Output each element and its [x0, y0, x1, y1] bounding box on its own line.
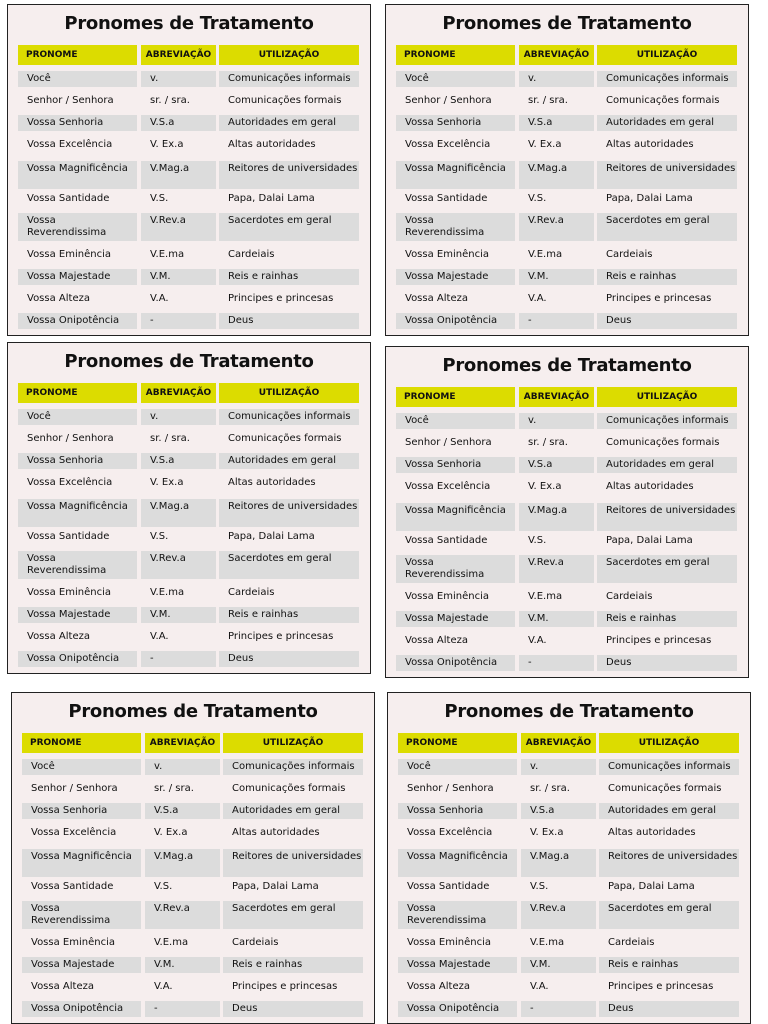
- cell-abreviacao: V.Rev.a: [145, 901, 220, 929]
- cell-abreviacao: V.Rev.a: [519, 213, 594, 241]
- pronoun-card: [7, 4, 371, 336]
- cell-pronome: Vossa Magnificência: [18, 161, 137, 189]
- pronoun-card: [11, 692, 375, 1024]
- header-utilizacao: UTILIZAÇÃO: [219, 45, 359, 65]
- cell-utilizacao: Comunicações formais: [228, 95, 342, 106]
- cell-utilizacao: Deus: [219, 651, 359, 667]
- cell-utilizacao: Principes e princesas: [232, 981, 338, 992]
- cell-utilizacao: Deus: [599, 1001, 739, 1017]
- cell-pronome: Você: [18, 71, 137, 87]
- cell-abreviacao: V.S.a: [141, 115, 216, 131]
- cell-utilizacao: Comunicações informais: [597, 413, 737, 429]
- cell-abreviacao: V.Rev.a: [141, 551, 216, 579]
- cell-abreviacao: v.: [141, 409, 216, 425]
- header-utilizacao: UTILIZAÇÃO: [597, 387, 737, 407]
- cell-utilizacao: Autoridades em geral: [599, 803, 739, 819]
- cell-abreviacao: V.A.: [528, 293, 547, 304]
- cell-abreviacao: V.S.a: [521, 803, 596, 819]
- cell-pronome: Você: [398, 759, 517, 775]
- cell-abreviacao: V.S.a: [519, 457, 594, 473]
- cell-utilizacao: Altas autoridades: [608, 827, 696, 838]
- cell-utilizacao: Sacerdotes em geral: [599, 901, 739, 929]
- cell-utilizacao: Sacerdotes em geral: [219, 213, 359, 241]
- cell-utilizacao: Principes e princesas: [608, 981, 714, 992]
- cell-pronome: Vossa Reverendissima: [396, 213, 515, 241]
- cell-abreviacao: V.M.: [521, 957, 596, 973]
- cell-utilizacao: Autoridades em geral: [597, 457, 737, 473]
- cell-abreviacao: V. Ex.a: [530, 827, 564, 838]
- cell-pronome: Vossa Magnificência: [396, 503, 515, 531]
- cell-pronome: Vossa Eminência: [27, 249, 111, 260]
- cell-utilizacao: Comunicações formais: [608, 783, 722, 794]
- cell-pronome: Vossa Onipotência: [18, 651, 137, 667]
- cell-utilizacao: Reis e rainhas: [219, 269, 359, 285]
- card-title: Pronomes de Tratamento: [64, 351, 314, 372]
- cell-pronome: Vossa Alteza: [405, 293, 468, 304]
- cell-abreviacao: V.Rev.a: [521, 901, 596, 929]
- cell-pronome: Vossa Senhoria: [398, 803, 517, 819]
- cell-abreviacao: -: [519, 313, 594, 329]
- cell-abreviacao: V.A.: [150, 631, 169, 642]
- cell-utilizacao: Sacerdotes em geral: [219, 551, 359, 579]
- cell-utilizacao: Papa, Dalai Lama: [608, 881, 695, 892]
- cell-utilizacao: Principes e princesas: [228, 293, 334, 304]
- cell-abreviacao: sr. / sra.: [150, 95, 190, 106]
- cell-pronome: Vossa Onipotência: [396, 313, 515, 329]
- cell-pronome: Vossa Eminência: [31, 937, 115, 948]
- cell-pronome: Vossa Majestade: [396, 611, 515, 627]
- cell-pronome: Vossa Santidade: [405, 535, 488, 546]
- cell-utilizacao: Reis e rainhas: [223, 957, 363, 973]
- cell-pronome: Você: [18, 409, 137, 425]
- cell-pronome: Vossa Eminência: [27, 587, 111, 598]
- cell-pronome: Vossa Majestade: [18, 269, 137, 285]
- cell-utilizacao: Reitores de universidades: [597, 503, 737, 531]
- cell-abreviacao: V.S.: [154, 881, 173, 892]
- cell-pronome: Vossa Senhoria: [18, 453, 137, 469]
- cell-pronome: Vossa Excelência: [405, 139, 491, 150]
- cell-pronome: Vossa Majestade: [396, 269, 515, 285]
- cell-pronome: Vossa Reverendissima: [18, 213, 137, 241]
- cell-pronome: Vossa Onipotência: [18, 313, 137, 329]
- header-utilizacao: UTILIZAÇÃO: [219, 383, 359, 403]
- cell-pronome: Vossa Santidade: [27, 193, 110, 204]
- cell-pronome: Senhor / Senhora: [407, 783, 494, 794]
- cell-pronome: Vossa Alteza: [405, 635, 468, 646]
- cell-abreviacao: V.Rev.a: [141, 213, 216, 241]
- cell-pronome: Vossa Majestade: [22, 957, 141, 973]
- cell-pronome: Senhor / Senhora: [31, 783, 118, 794]
- cell-abreviacao: v.: [145, 759, 220, 775]
- cell-abreviacao: V. Ex.a: [150, 139, 184, 150]
- cell-utilizacao: Deus: [223, 1001, 363, 1017]
- header-abreviacao: ABREVIAÇÃO: [141, 45, 216, 65]
- cell-utilizacao: Principes e princesas: [228, 631, 334, 642]
- cell-abreviacao: V.E.ma: [530, 937, 565, 948]
- pronoun-card: [387, 692, 751, 1024]
- cell-utilizacao: Comunicações informais: [219, 71, 359, 87]
- cell-pronome: Vossa Excelência: [27, 477, 113, 488]
- cell-pronome: Vossa Alteza: [27, 293, 90, 304]
- cell-utilizacao: Cardeiais: [606, 591, 653, 602]
- cell-pronome: Vossa Onipotência: [396, 655, 515, 671]
- cell-pronome: Vossa Senhoria: [396, 457, 515, 473]
- cell-utilizacao: Altas autoridades: [228, 139, 316, 150]
- cell-abreviacao: V.S.: [530, 881, 549, 892]
- cell-pronome: Vossa Onipotência: [22, 1001, 141, 1017]
- header-abreviacao: ABREVIAÇÃO: [519, 45, 594, 65]
- cell-utilizacao: Autoridades em geral: [219, 453, 359, 469]
- cell-abreviacao: V.M.: [145, 957, 220, 973]
- cell-abreviacao: V.E.ma: [528, 249, 563, 260]
- cell-abreviacao: V.M.: [519, 269, 594, 285]
- cell-pronome: Vossa Excelência: [405, 481, 491, 492]
- cell-abreviacao: V.A.: [528, 635, 547, 646]
- cell-abreviacao: V.E.ma: [154, 937, 189, 948]
- cell-abreviacao: V.S.: [150, 531, 169, 542]
- cell-abreviacao: V. Ex.a: [528, 139, 562, 150]
- pronoun-card: [385, 4, 749, 336]
- cell-utilizacao: Papa, Dalai Lama: [228, 193, 315, 204]
- cell-utilizacao: Reitores de universidades: [219, 161, 359, 189]
- cell-pronome: Vossa Alteza: [407, 981, 470, 992]
- cell-pronome: Vossa Magnificência: [398, 849, 517, 877]
- header-utilizacao: UTILIZAÇÃO: [599, 733, 739, 753]
- cell-abreviacao: V.E.ma: [150, 587, 185, 598]
- cell-pronome: Vossa Alteza: [31, 981, 94, 992]
- cell-pronome: Vossa Majestade: [18, 607, 137, 623]
- card-title: Pronomes de Tratamento: [444, 701, 694, 722]
- cell-utilizacao: Altas autoridades: [606, 481, 694, 492]
- pronoun-card: [385, 346, 749, 678]
- cell-utilizacao: Comunicações informais: [599, 759, 739, 775]
- cell-utilizacao: Cardeiais: [608, 937, 655, 948]
- cell-utilizacao: Altas autoridades: [228, 477, 316, 488]
- header-pronome: PRONOME: [18, 383, 137, 403]
- cell-utilizacao: Sacerdotes em geral: [597, 213, 737, 241]
- cell-pronome: Vossa Senhoria: [22, 803, 141, 819]
- cell-pronome: Vossa Excelência: [27, 139, 113, 150]
- cell-abreviacao: V.S.: [528, 193, 547, 204]
- cell-abreviacao: V.M.: [141, 269, 216, 285]
- cell-pronome: Vossa Reverendissima: [398, 901, 517, 929]
- header-abreviacao: ABREVIAÇÃO: [145, 733, 220, 753]
- cell-abreviacao: V. Ex.a: [150, 477, 184, 488]
- cell-utilizacao: Papa, Dalai Lama: [606, 193, 693, 204]
- cell-abreviacao: sr. / sra.: [528, 95, 568, 106]
- cell-utilizacao: Autoridades em geral: [597, 115, 737, 131]
- cell-utilizacao: Principes e princesas: [606, 293, 712, 304]
- cell-abreviacao: V.Mag.a: [519, 161, 594, 189]
- header-abreviacao: ABREVIAÇÃO: [521, 733, 596, 753]
- cell-utilizacao: Comunicações formais: [232, 783, 346, 794]
- cell-utilizacao: Deus: [597, 313, 737, 329]
- cell-utilizacao: Cardeiais: [228, 587, 275, 598]
- cell-utilizacao: Papa, Dalai Lama: [228, 531, 315, 542]
- cell-utilizacao: Reitores de universidades: [599, 849, 739, 877]
- cell-utilizacao: Reis e rainhas: [597, 611, 737, 627]
- cell-abreviacao: V.Mag.a: [145, 849, 220, 877]
- cell-abreviacao: V.E.ma: [528, 591, 563, 602]
- cell-pronome: Vossa Excelência: [407, 827, 493, 838]
- cell-pronome: Senhor / Senhora: [405, 437, 492, 448]
- cell-abreviacao: v.: [141, 71, 216, 87]
- header-abreviacao: ABREVIAÇÃO: [141, 383, 216, 403]
- cell-abreviacao: V.A.: [154, 981, 173, 992]
- card-title: Pronomes de Tratamento: [64, 13, 314, 34]
- cell-abreviacao: V.M.: [141, 607, 216, 623]
- cell-pronome: Vossa Santidade: [31, 881, 114, 892]
- cell-pronome: Vossa Magnificência: [18, 499, 137, 527]
- cell-abreviacao: sr. / sra.: [150, 433, 190, 444]
- cell-abreviacao: V.Rev.a: [519, 555, 594, 583]
- cell-pronome: Você: [396, 413, 515, 429]
- cell-utilizacao: Autoridades em geral: [223, 803, 363, 819]
- cell-utilizacao: Comunicações formais: [228, 433, 342, 444]
- cell-abreviacao: -: [141, 313, 216, 329]
- cell-pronome: Senhor / Senhora: [27, 95, 114, 106]
- header-pronome: PRONOME: [398, 733, 517, 753]
- cell-pronome: Vossa Excelência: [31, 827, 117, 838]
- cell-pronome: Vossa Majestade: [398, 957, 517, 973]
- cell-utilizacao: Altas autoridades: [232, 827, 320, 838]
- cell-pronome: Vossa Reverendissima: [22, 901, 141, 929]
- cell-pronome: Vossa Alteza: [27, 631, 90, 642]
- cell-utilizacao: Altas autoridades: [606, 139, 694, 150]
- cell-abreviacao: V.Mag.a: [141, 161, 216, 189]
- cell-utilizacao: Reitores de universidades: [223, 849, 363, 877]
- cell-abreviacao: sr. / sra.: [528, 437, 568, 448]
- cell-abreviacao: V.A.: [530, 981, 549, 992]
- cell-pronome: Vossa Reverendissima: [396, 555, 515, 583]
- cell-utilizacao: Comunicações formais: [606, 437, 720, 448]
- cell-utilizacao: Autoridades em geral: [219, 115, 359, 131]
- cell-utilizacao: Reis e rainhas: [597, 269, 737, 285]
- cell-pronome: Vossa Reverendissima: [18, 551, 137, 579]
- cell-abreviacao: sr. / sra.: [530, 783, 570, 794]
- cell-abreviacao: V.S.: [528, 535, 547, 546]
- cell-pronome: Vossa Senhoria: [396, 115, 515, 131]
- cell-abreviacao: V.Mag.a: [521, 849, 596, 877]
- header-pronome: PRONOME: [396, 45, 515, 65]
- card-title: Pronomes de Tratamento: [442, 355, 692, 376]
- cell-utilizacao: Cardeiais: [606, 249, 653, 260]
- cell-abreviacao: -: [521, 1001, 596, 1017]
- cell-abreviacao: V.S.: [150, 193, 169, 204]
- cell-pronome: Vossa Senhoria: [18, 115, 137, 131]
- header-pronome: PRONOME: [18, 45, 137, 65]
- cell-abreviacao: V.A.: [150, 293, 169, 304]
- cell-abreviacao: V.S.a: [145, 803, 220, 819]
- cell-utilizacao: Cardeiais: [228, 249, 275, 260]
- cell-pronome: Vossa Eminência: [407, 937, 491, 948]
- header-pronome: PRONOME: [22, 733, 141, 753]
- cell-utilizacao: Sacerdotes em geral: [223, 901, 363, 929]
- card-title: Pronomes de Tratamento: [68, 701, 318, 722]
- cell-utilizacao: Principes e princesas: [606, 635, 712, 646]
- cell-abreviacao: V.Mag.a: [141, 499, 216, 527]
- cell-pronome: Você: [396, 71, 515, 87]
- cell-utilizacao: Comunicações informais: [219, 409, 359, 425]
- header-pronome: PRONOME: [396, 387, 515, 407]
- cell-abreviacao: sr. / sra.: [154, 783, 194, 794]
- cell-utilizacao: Sacerdotes em geral: [597, 555, 737, 583]
- cell-pronome: Vossa Eminência: [405, 249, 489, 260]
- cell-pronome: Vossa Onipotência: [398, 1001, 517, 1017]
- cell-utilizacao: Reis e rainhas: [599, 957, 739, 973]
- cell-abreviacao: V.Mag.a: [519, 503, 594, 531]
- cell-abreviacao: v.: [519, 71, 594, 87]
- cell-abreviacao: -: [141, 651, 216, 667]
- cell-utilizacao: Reitores de universidades: [597, 161, 737, 189]
- cell-pronome: Vossa Santidade: [407, 881, 490, 892]
- cell-abreviacao: V.E.ma: [150, 249, 185, 260]
- cell-utilizacao: Papa, Dalai Lama: [232, 881, 319, 892]
- header-utilizacao: UTILIZAÇÃO: [597, 45, 737, 65]
- cell-pronome: Vossa Eminência: [405, 591, 489, 602]
- cell-utilizacao: Comunicações informais: [223, 759, 363, 775]
- cell-abreviacao: v.: [521, 759, 596, 775]
- cell-abreviacao: V. Ex.a: [154, 827, 188, 838]
- pronoun-card: [7, 342, 371, 674]
- cell-pronome: Vossa Santidade: [405, 193, 488, 204]
- cell-utilizacao: Deus: [597, 655, 737, 671]
- cell-pronome: Senhor / Senhora: [405, 95, 492, 106]
- cell-abreviacao: V. Ex.a: [528, 481, 562, 492]
- header-utilizacao: UTILIZAÇÃO: [223, 733, 363, 753]
- cell-abreviacao: V.S.a: [141, 453, 216, 469]
- cell-utilizacao: Reis e rainhas: [219, 607, 359, 623]
- cell-pronome: Vossa Magnificência: [22, 849, 141, 877]
- cell-abreviacao: -: [145, 1001, 220, 1017]
- cell-pronome: Vossa Magnificência: [396, 161, 515, 189]
- cell-utilizacao: Reitores de universidades: [219, 499, 359, 527]
- cell-utilizacao: Papa, Dalai Lama: [606, 535, 693, 546]
- card-title: Pronomes de Tratamento: [442, 13, 692, 34]
- cell-utilizacao: Deus: [219, 313, 359, 329]
- header-abreviacao: ABREVIAÇÃO: [519, 387, 594, 407]
- cell-pronome: Vossa Santidade: [27, 531, 110, 542]
- cell-utilizacao: Comunicações formais: [606, 95, 720, 106]
- cell-utilizacao: Comunicações informais: [597, 71, 737, 87]
- cell-abreviacao: v.: [519, 413, 594, 429]
- cell-pronome: Senhor / Senhora: [27, 433, 114, 444]
- cell-pronome: Você: [22, 759, 141, 775]
- cell-abreviacao: V.S.a: [519, 115, 594, 131]
- cell-utilizacao: Cardeiais: [232, 937, 279, 948]
- cell-abreviacao: -: [519, 655, 594, 671]
- cell-abreviacao: V.M.: [519, 611, 594, 627]
